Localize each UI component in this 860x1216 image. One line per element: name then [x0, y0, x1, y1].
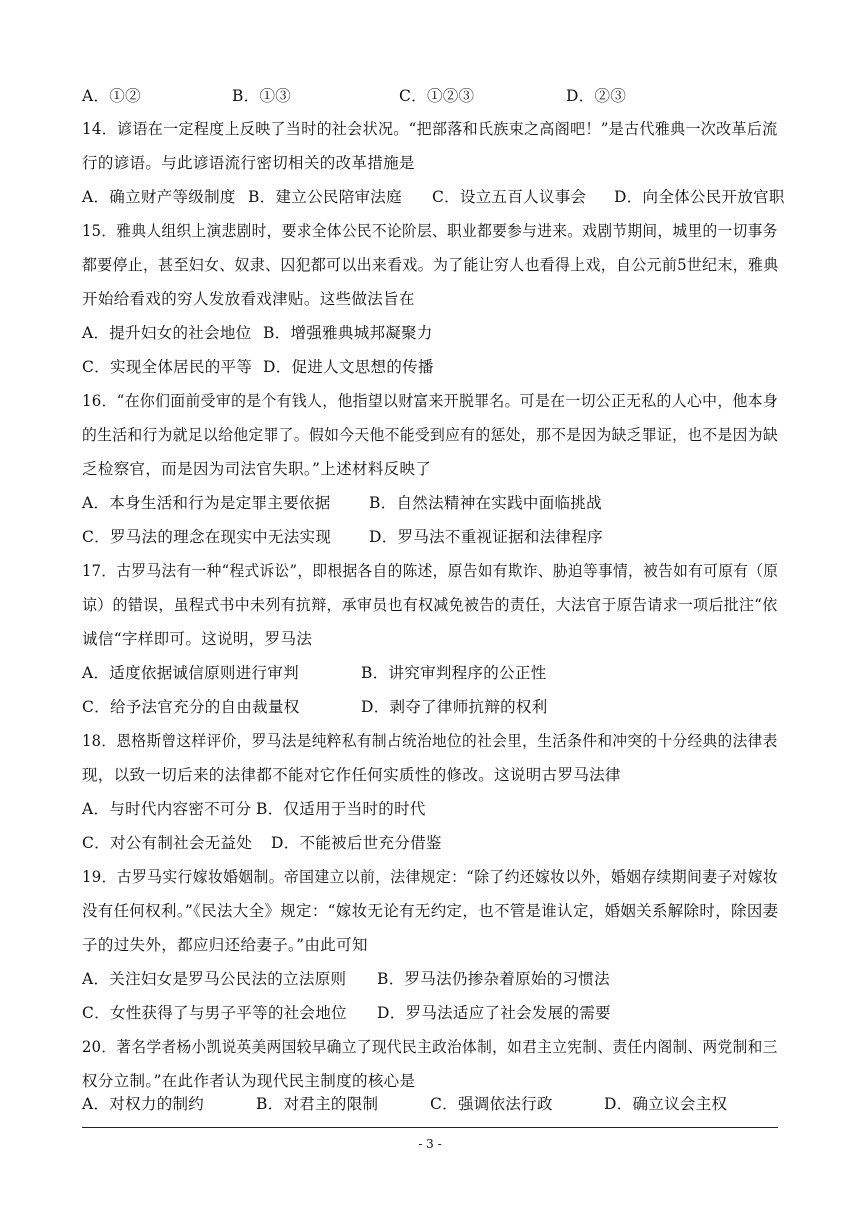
- q15-option-c: C．实现全体居民的平等: [82, 358, 253, 376]
- q17-option-a: A．适度依据诚信原则进行审判: [82, 664, 299, 682]
- q13-option-d: D．②③: [566, 87, 627, 105]
- q20-option-b: B．对君主的限制: [256, 1095, 379, 1113]
- q19-stem-line: 没有任何权利。”《民法大全》规定：“嫁妆无论有无约定，也不管是谁认定，婚姻关系解除时，除因妻: [82, 902, 779, 920]
- q16-option-d: D．罗马法不重视证据和法律程序: [369, 528, 603, 546]
- page-number: - 3 -: [418, 1137, 442, 1151]
- q14-stem-line: 行的谚语。与此谚语流行密切相关的改革措施是: [82, 154, 415, 172]
- q13-option-b: B．①③: [232, 87, 292, 105]
- q17-option-b: B．讲究审判程序的公正性: [361, 664, 547, 682]
- q14-option-c: C．设立五百人议事会: [432, 188, 587, 206]
- q17-option-c: C．给予法官充分的自由裁量权: [82, 698, 300, 716]
- q17-stem-line: 诚信“字样即可。这说明，罗马法: [82, 630, 313, 648]
- q15-stem-line: 都要停止，甚至妇女、奴隶、囚犯都可以出来看戏。为了能让穷人也看得上戏，自公元前5世纪末，雅典: [82, 256, 779, 274]
- q18-option-c: C．对公有制社会无益处: [82, 834, 253, 852]
- q17-stem-line: 谅）的错误，虽程式书中未列有抗辩，承审员也有权减免被告的责任，大法官于原告请求一项后批注“依: [82, 596, 778, 614]
- q15-option-b: B．增强雅典城邦凝聚力: [263, 324, 433, 342]
- q18-option-d: D．不能被后世充分借鉴: [271, 834, 442, 852]
- q20-stem-line: 权分立制。”在此作者认为现代民主制度的核心是: [82, 1072, 416, 1090]
- q16-stem-line: 的生活和行为就足以给他定罪了。假如今天他不能受到应有的惩处，那不是因为缺乏罪证，也不是因为缺: [82, 426, 779, 444]
- q20-option-d: D．确立议会主权: [604, 1095, 728, 1113]
- q14-option-d: D．向全体公民开放官职: [614, 188, 785, 206]
- q15-stem-line: 15．雅典人组织上演悲剧时，要求全体公民不论阶层、职业都要参与进来。戏剧节期间，城里的一切事务: [82, 222, 778, 240]
- q20-option-c: C．强调依法行政: [430, 1095, 553, 1113]
- footer-divider: [82, 1127, 778, 1128]
- q16-option-b: B．自然法精神在实践中面临挑战: [369, 494, 602, 512]
- q19-option-c: C．女性获得了与男子平等的社会地位: [82, 1004, 347, 1022]
- q15-option-a: A．提升妇女的社会地位: [82, 324, 252, 342]
- q16-option-a: A．本身生活和行为是定罪主要依据: [82, 494, 331, 512]
- q16-stem-line: 16．“在你们面前受审的是个有钱人，他指望以财富来开脱罪名。可是在一切公正无私的人心中，他本身: [82, 392, 779, 410]
- q13-option-a: A．①②: [82, 87, 141, 105]
- q14-stem-line: 14．谚语在一定程度上反映了当时的社会状况。“把部落和氏族束之高阁吧！”是古代雅典一次改革后流: [82, 120, 778, 138]
- q20-stem-line: 20．著名学者杨小凯说英美两国较早确立了现代民主政治体制，如君主立宪制、责任内阁制、两党制和三: [82, 1038, 778, 1056]
- q19-option-a: A．关注妇女是罗马公民法的立法原则: [82, 970, 347, 988]
- q16-stem-line: 乏检察官，而是因为司法官失职。”上述材料反映了: [82, 460, 432, 478]
- q19-stem-line: 子的过失外，都应归还给妻子。”由此可知: [82, 936, 368, 954]
- q18-option-b: B．仅适用于当时的时代: [256, 800, 426, 818]
- q18-option-a: A．与时代内容密不可分: [82, 800, 252, 818]
- q19-option-d: D．罗马法适应了社会发展的需要: [377, 1004, 611, 1022]
- q19-option-b: B．罗马法仍掺杂着原始的习惯法: [377, 970, 610, 988]
- q15-option-d: D．促进人文思想的传播: [263, 358, 434, 376]
- q20-option-a: A．对权力的制约: [82, 1095, 205, 1113]
- q18-stem-line: 18．恩格斯曾这样评价，罗马法是纯粹私有制占统治地位的社会里，生活条件和冲突的十分经典的法律表: [82, 732, 778, 750]
- q17-stem-line: 17．古罗马法有一种“程式诉讼”，即根据各自的陈述，原告如有欺诈、胁迫等事情，被告如有可原有（原: [82, 562, 779, 580]
- q16-option-c: C．罗马法的理念在现实中无法实现: [82, 528, 332, 546]
- q18-stem-line: 现，以致一切后来的法律都不能对它作任何实质性的修改。这说明古罗马法律: [82, 766, 621, 784]
- q13-option-c: C．①②③: [399, 87, 475, 105]
- q19-stem-line: 19．古罗马实行嫁妆婚姻制。帝国建立以前，法律规定：“除了约还嫁妆以外，婚姻存续期间妻子对嫁妆: [82, 868, 779, 886]
- q17-option-d: D．剥夺了律师抗辩的权利: [361, 698, 548, 716]
- q15-stem-line: 开始给看戏的穷人发放看戏津贴。这些做法旨在: [82, 290, 415, 308]
- q14-option-a: A．确立财产等级制度: [82, 188, 236, 206]
- q14-option-b: B．建立公民陪审法庭: [248, 188, 402, 206]
